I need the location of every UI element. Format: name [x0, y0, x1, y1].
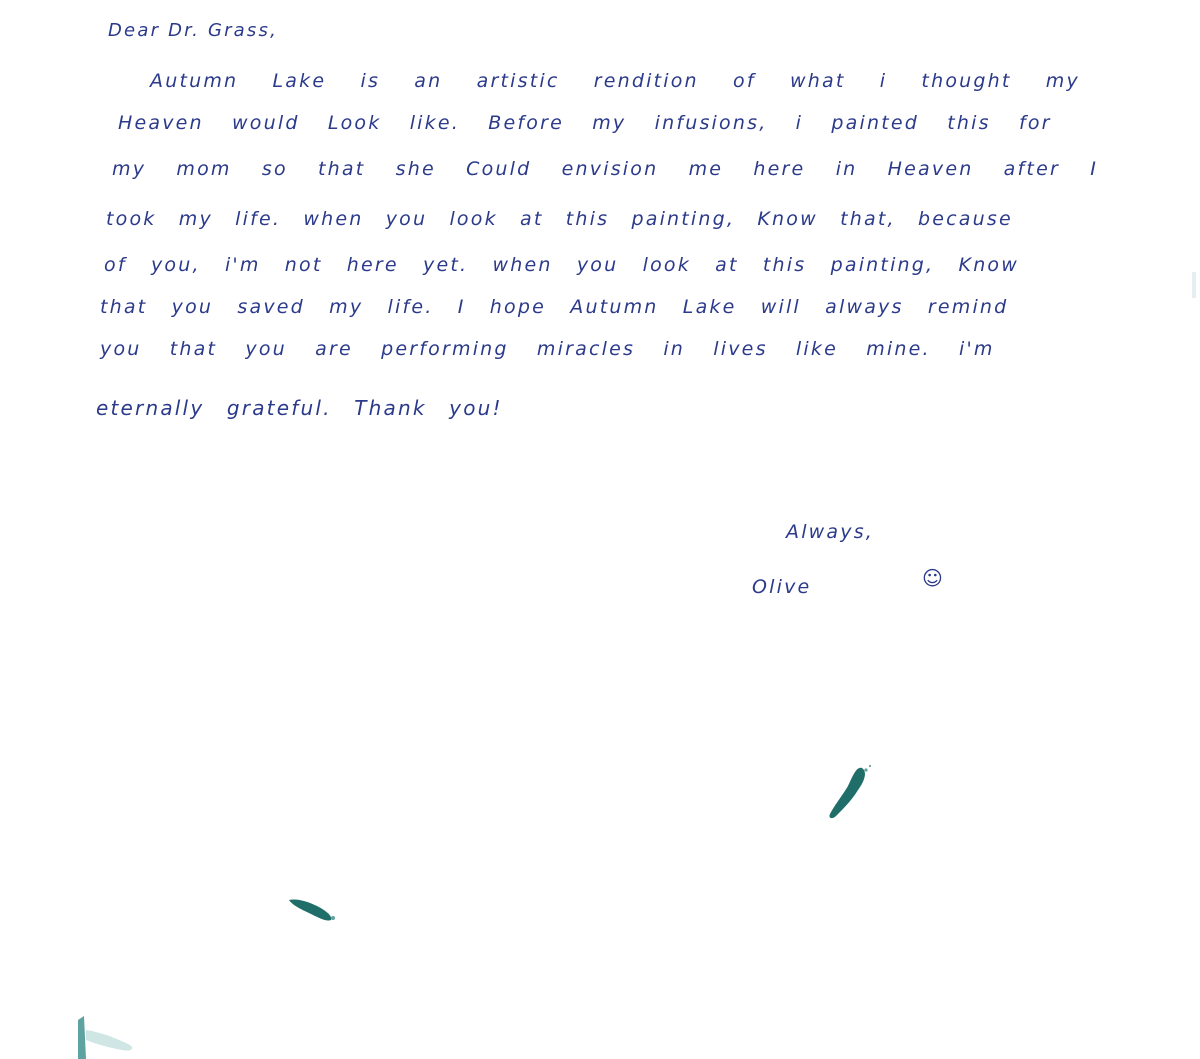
letter-line-1: Autumn Lake is an artistic rendition of what i thought my [150, 70, 1080, 92]
letter-line-2: Heaven would Look like. Before my infusions, i painted this for [118, 112, 1052, 134]
paint-blot-4 [1188, 270, 1200, 300]
letter-line-3: my mom so that she Could envision me here in Heaven after I [112, 158, 1099, 180]
letter-closing: Always, [786, 521, 875, 543]
letter-line-4: took my life. when you look at this painting, Know that, because [106, 208, 1013, 230]
paint-blot-3 [76, 1010, 146, 1059]
letter-signature: Olive [752, 576, 812, 598]
paint-blot-1 [820, 760, 880, 830]
paint-blot-2 [285, 890, 345, 930]
letter-line-6: that you saved my life. I hope Autumn Lake will always remind [100, 296, 1009, 318]
letter-salutation: Dear Dr. Grass, [108, 20, 278, 41]
letter-line-8: eternally grateful. Thank you! [96, 396, 503, 420]
smiley-icon: ☺ [922, 566, 943, 590]
letter-line-5: of you, i'm not here yet. when you look at this painting, Know [104, 254, 1019, 276]
letter-line-7: you that you are performing miracles in lives like mine. i'm [100, 338, 995, 360]
